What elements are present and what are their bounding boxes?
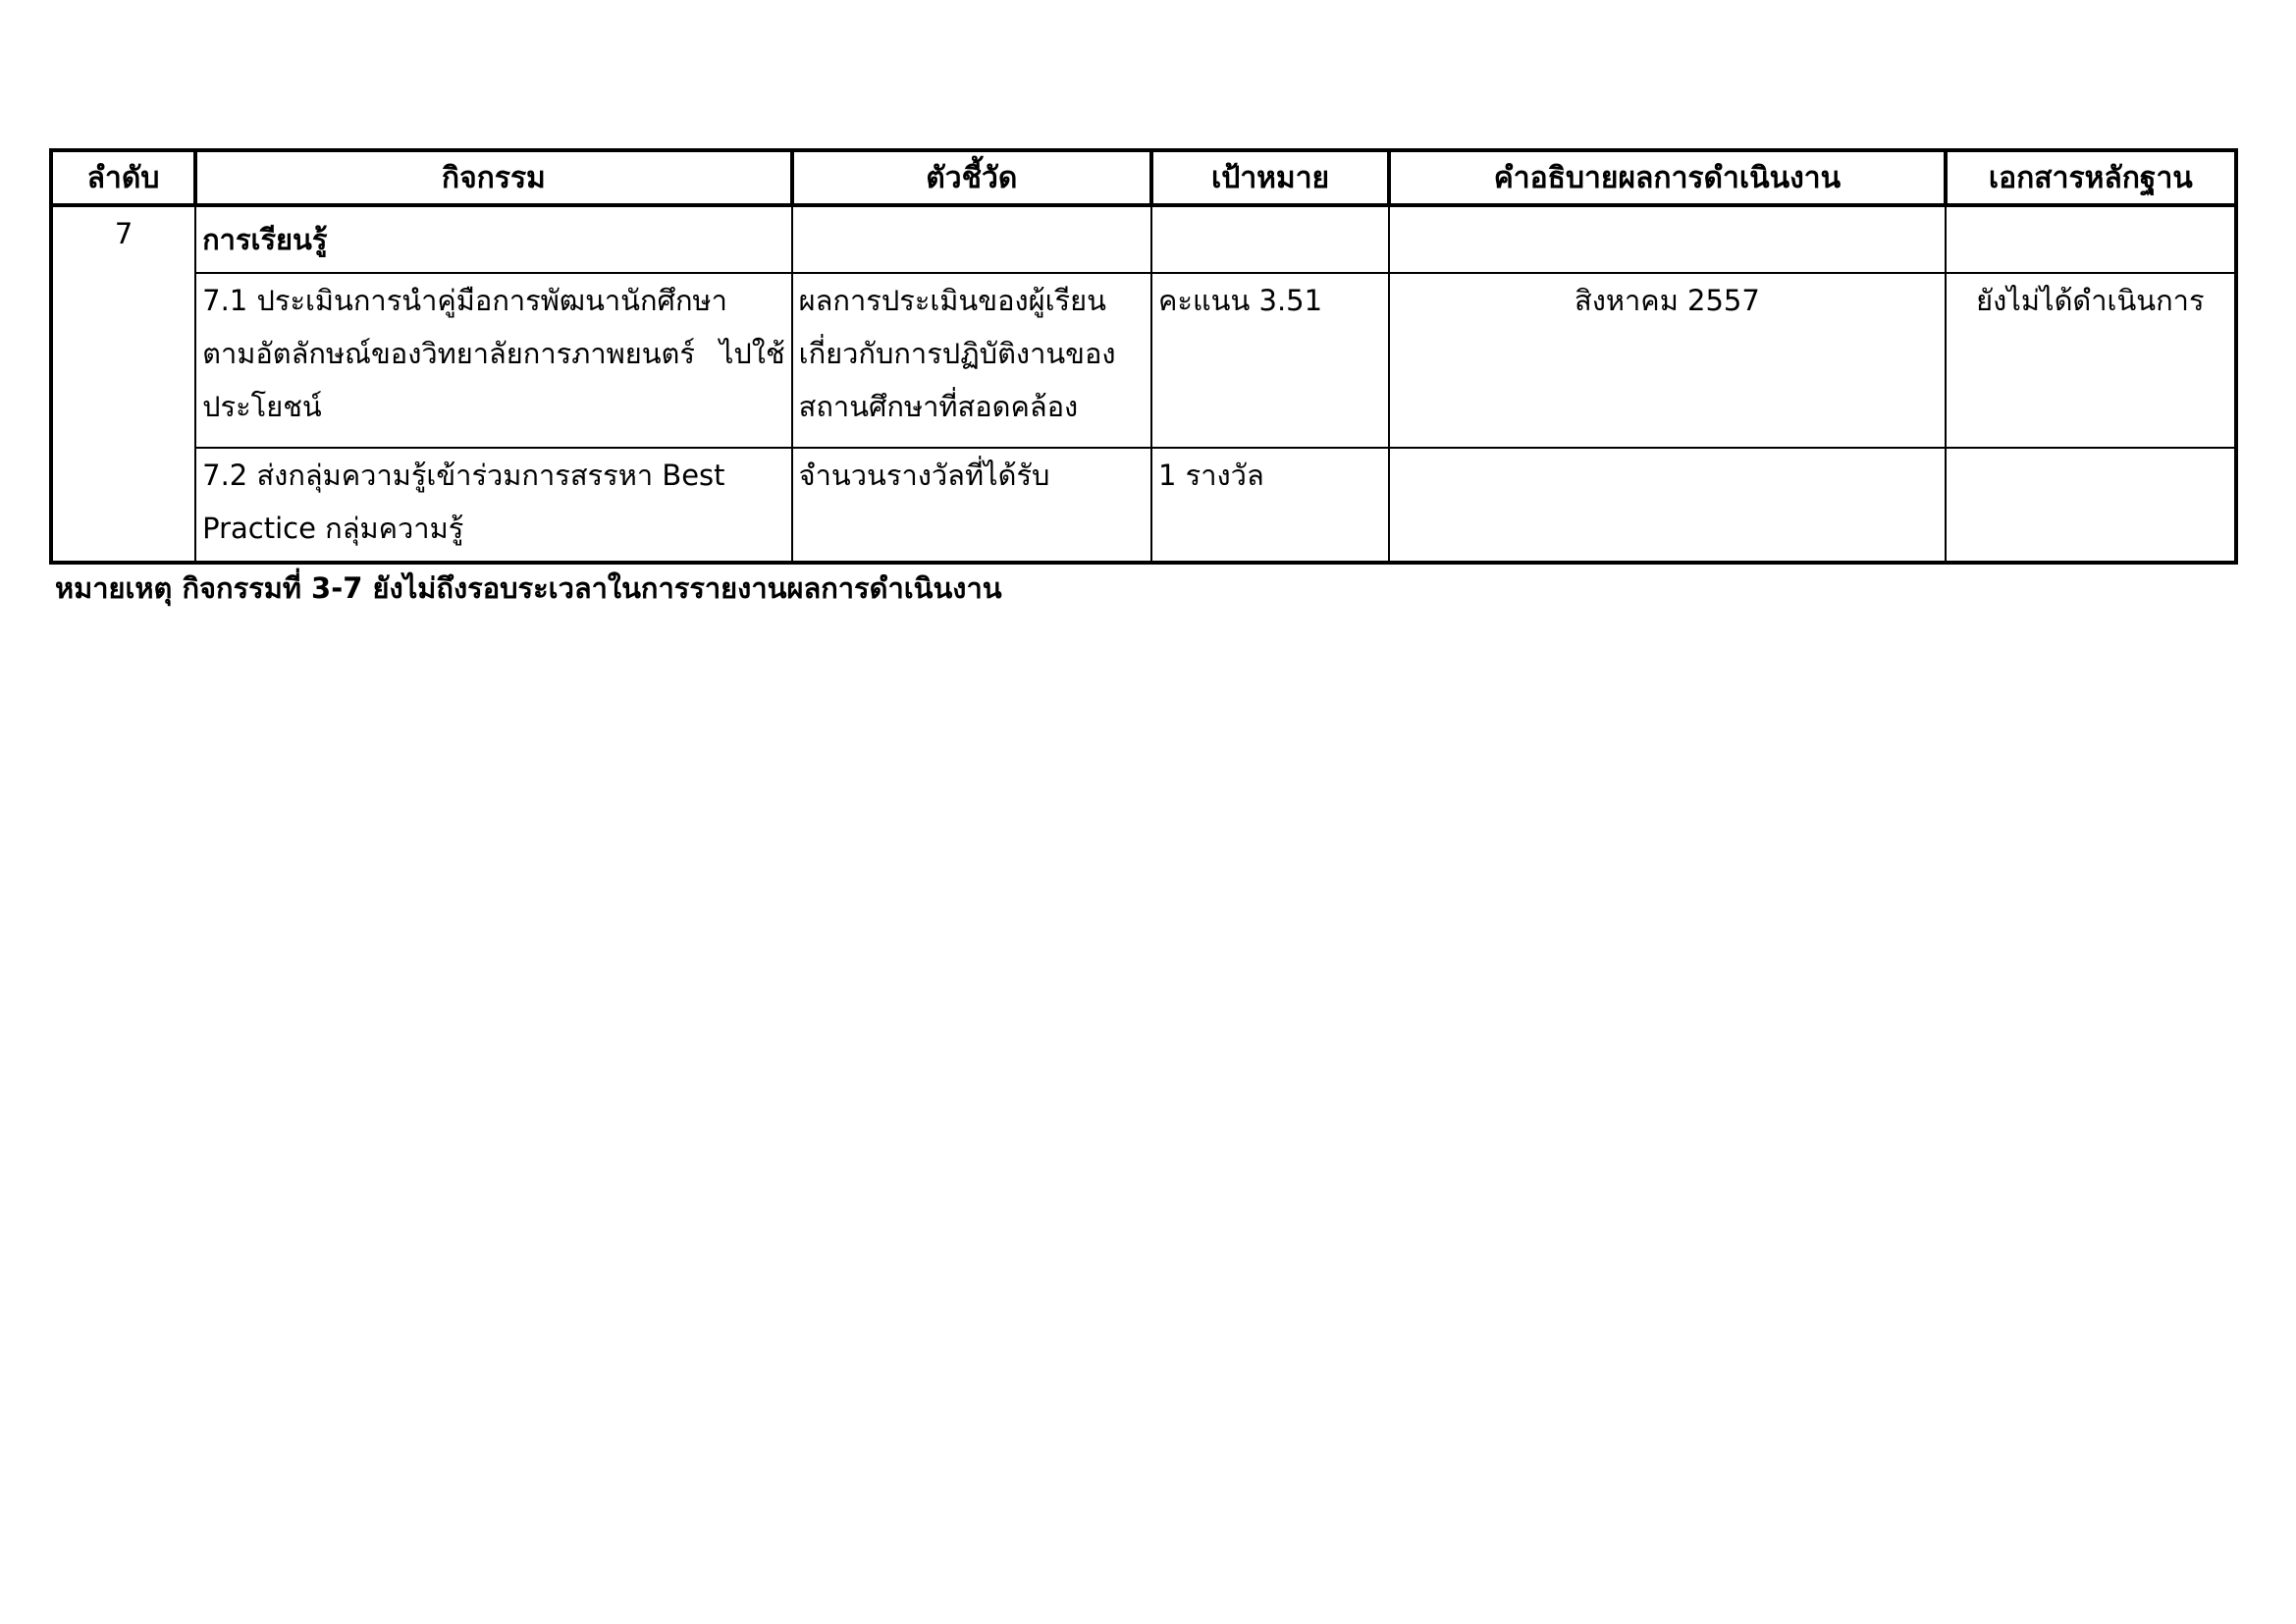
table-row-section xyxy=(51,205,2236,273)
section-indicator-cell xyxy=(792,205,1151,273)
header-number: ลำดับ xyxy=(51,150,195,205)
description-cell xyxy=(1389,448,1946,563)
header-target: เป้าหมาย xyxy=(1151,150,1389,205)
indicator-cell xyxy=(792,273,1151,448)
activity-line-part: ตามอัตลักษณ์ของวิทยาลัยการภาพยนตร์ xyxy=(202,337,695,370)
header-evidence: เอกสารหลักฐาน xyxy=(1946,150,2236,205)
header-indicator: ตัวชี้วัด xyxy=(792,150,1151,205)
target-cell: 1 รางวัล xyxy=(1151,448,1389,563)
indicator-line: สถานศึกษาที่สอดคล้อง xyxy=(798,390,1079,423)
activity-line: ประโยชน์ xyxy=(202,390,322,423)
section-description-cell xyxy=(1389,205,1946,273)
activity-line: 7.1 ประเมินการนำคู่มือการพัฒนานักศึกษา xyxy=(202,284,727,317)
indicator-line: เกี่ยวกับการปฏิบัติงานของ xyxy=(798,337,1116,370)
table-row xyxy=(51,448,2236,563)
section-target-cell xyxy=(1151,205,1389,273)
indicator-line: ผลการประเมินของผู้เรียน xyxy=(798,284,1106,317)
activity-line: Practice กลุ่มความรู้ xyxy=(202,512,464,545)
activity-line: 7.2 ส่งกลุ่มความรู้เข้าร่วมการสรรหา Best xyxy=(202,459,725,492)
activity-line xyxy=(202,327,785,380)
table-row xyxy=(51,273,2236,448)
indicator-cell: จำนวนรางวัลที่ได้รับ xyxy=(792,448,1151,563)
activity-line-part: ไปใช้ xyxy=(719,337,785,370)
description-cell: สิงหาคม 2557 xyxy=(1389,273,1946,448)
header-activity: กิจกรรม xyxy=(195,150,792,205)
evidence-cell xyxy=(1946,448,2236,563)
section-title: การเรียนรู้ xyxy=(195,205,792,273)
table-header-row xyxy=(51,150,2236,205)
footnote-remark: หมายเหตุ กิจกรรมที่ 3-7 ยังไม่ถึงรอบระเวลาในการรายงานผลการดำเนินงาน xyxy=(55,571,1002,605)
evidence-cell: ยังไม่ได้ดำเนินการ xyxy=(1946,273,2236,448)
activity-cell xyxy=(195,448,792,563)
activity-cell xyxy=(195,273,792,448)
section-number: 7 xyxy=(51,205,195,563)
section-evidence-cell xyxy=(1946,205,2236,273)
performance-report-table xyxy=(49,148,2238,565)
target-cell: คะแนน 3.51 xyxy=(1151,273,1389,448)
header-description: คำอธิบายผลการดำเนินงาน xyxy=(1389,150,1946,205)
